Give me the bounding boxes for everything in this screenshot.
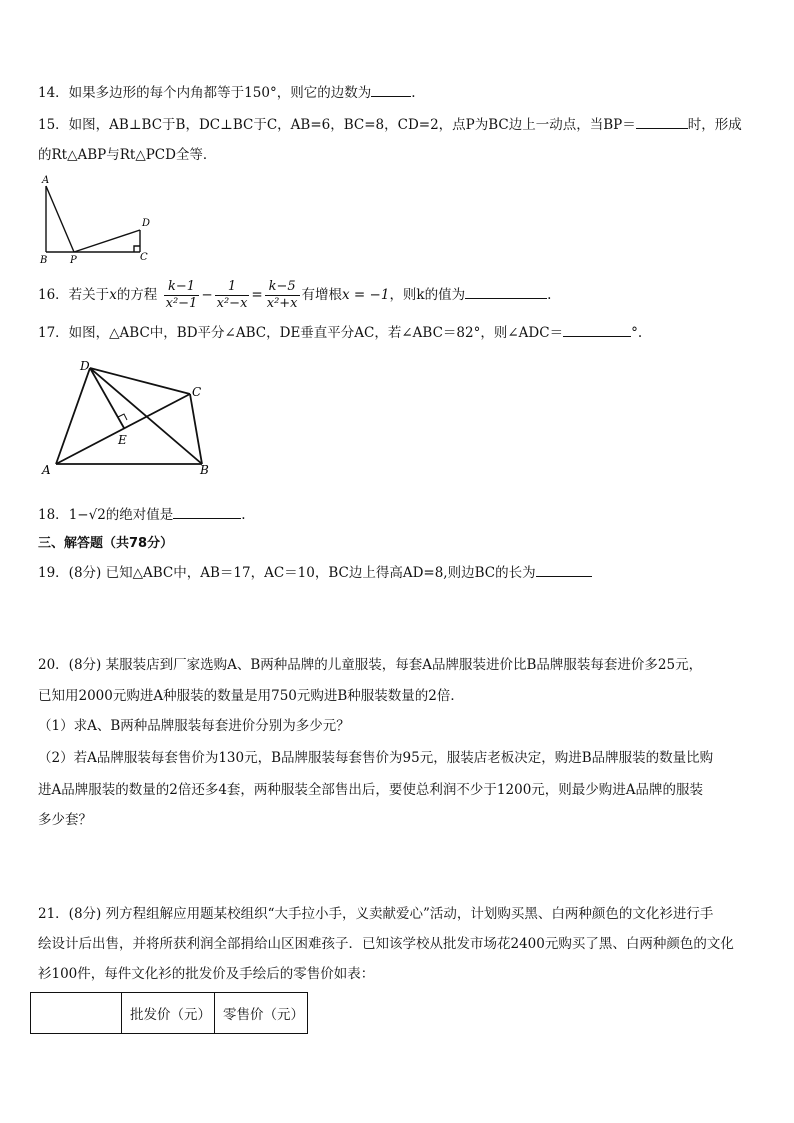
- table-header-cell: [31, 993, 122, 1034]
- q18-expr: 1−√2: [68, 507, 106, 523]
- table-header-cell: 零售价（元）: [215, 993, 308, 1034]
- q17-text: 17．如图，△ABC中，BD平分∠ABC，DE垂直平分AC，若∠ABC＝82°，则∠ADC＝: [38, 325, 564, 341]
- question-20-part-2-line-2: 进A品牌服装的数量的2倍还多4套，两种服装全部售出后，要使总利润不少于1200元，则最少购进A品牌的服装: [38, 782, 704, 798]
- question-21-line-3: 衫100件，每件文化衫的批发价及手绘后的零售价如表：: [38, 966, 375, 982]
- q15-line1: 15．如图，AB⊥BC于B，DC⊥BC于C，AB=6，BC=8，CD=2，点P为BC边上一动点，当BP＝: [38, 117, 636, 133]
- question-19: [38, 562, 592, 583]
- question-17: 17．如图，△ABC中，BD平分∠ABC，DE垂直平分AC，若∠ABC＝82°，则∠ADC＝ °.: [38, 322, 642, 343]
- answer-blank: [563, 322, 631, 337]
- question-20-line-2: 已知用2000元购进A种服装的数量是用750元购进B种服装数量的2倍．: [38, 688, 464, 704]
- question-20-part-2-line-3: 多少套？: [38, 812, 92, 828]
- question-20-part-2-line-1: （2）若A品牌服装每套售价为130元，B品牌服装每套售价为95元，服装店老板决定，购进B品牌服装的数量比购: [38, 750, 714, 766]
- price-table: [30, 992, 308, 1034]
- question-20-line-1: 20．(8分) 某服装店到厂家选购A、B两种品牌的儿童服装，每套A品牌服装进价比B品牌服装每套进价多25元，: [38, 657, 703, 673]
- q14-end: .: [411, 85, 416, 101]
- question-21-line-2: 绘设计后出售，并将所获利润全部捐给山区困难孩子．已知该学校从批发市场花2400元购买了黑、白两种颜色的文化: [38, 936, 734, 952]
- q18-text: 的绝对值是: [105, 507, 174, 523]
- question-15-line-2: 的Rt△ABP与Rt△PCD全等．: [38, 147, 217, 163]
- table-row: [31, 993, 308, 1034]
- fraction-1: $\frac{k-1}{\text{x²−1}}$: [165, 279, 198, 311]
- question-14: [38, 82, 416, 103]
- question-21-line-1: 21．(8分) 列方程组解应用题某校组织“大手拉小手，义卖献爱心”活动，计划购买黑、白两种颜色的文化衫进行手: [38, 906, 714, 922]
- question-16: 16．若关于x的方程 $\frac{k-1}{\text{x²−1}}$ − $\frac{1}{\text{x²−x}}$ = $\frac{k-5}{\text{x²+x}}$ 有增根x = −1，则k的值为 .: [38, 279, 552, 311]
- answer-blank: [465, 284, 547, 299]
- label-D: D: [142, 218, 151, 229]
- answer-blank: [371, 82, 411, 97]
- q16-prefix: 16．若关于: [38, 287, 110, 303]
- q19-text: 19．(8分) 已知△ABC中，AB＝17，AC＝10，BC边上得高AD=8,则边BC的长为: [38, 565, 536, 581]
- fraction-2: $\frac{1}{\text{x²−x}}$: [216, 279, 248, 311]
- q16-root: x = −1: [342, 287, 390, 303]
- answer-blank: [173, 504, 241, 519]
- label-E: E: [118, 433, 127, 447]
- q17-figure: [38, 356, 218, 480]
- question-18: 18．1−√2的绝对值是 .: [38, 504, 246, 525]
- answer-blank: [636, 114, 688, 129]
- label-A: A: [42, 175, 50, 186]
- label-B: B: [200, 463, 209, 477]
- q16-mid: 的方程: [116, 287, 158, 303]
- label-C: C: [140, 252, 148, 263]
- label-D: D: [80, 359, 90, 373]
- q16-tail: ，则k的值为: [389, 287, 466, 303]
- label-B: B: [40, 255, 48, 266]
- label-P: P: [70, 255, 77, 266]
- label-A: A: [42, 463, 51, 477]
- question-15-line-1: [38, 114, 742, 135]
- q14-text: 14．如果多边形的每个内角都等于150°，则它的边数为: [38, 85, 372, 101]
- answer-blank: [536, 562, 592, 577]
- fraction-3: $\frac{k-5}{\text{x²+x}}$: [266, 279, 298, 311]
- question-20-part-1: （1）求A、B两种品牌服装每套进价分别为多少元？: [38, 718, 350, 734]
- section-title: 三、解答题（共78分）: [38, 536, 174, 551]
- q16-var: x: [109, 287, 117, 303]
- q15-line1-end: 时，形成: [687, 117, 742, 133]
- q16-suffix: 有增根: [301, 287, 343, 303]
- label-C: C: [192, 385, 202, 399]
- table-header-cell: 批发价（元）: [122, 993, 215, 1034]
- q15-figure: [36, 172, 156, 266]
